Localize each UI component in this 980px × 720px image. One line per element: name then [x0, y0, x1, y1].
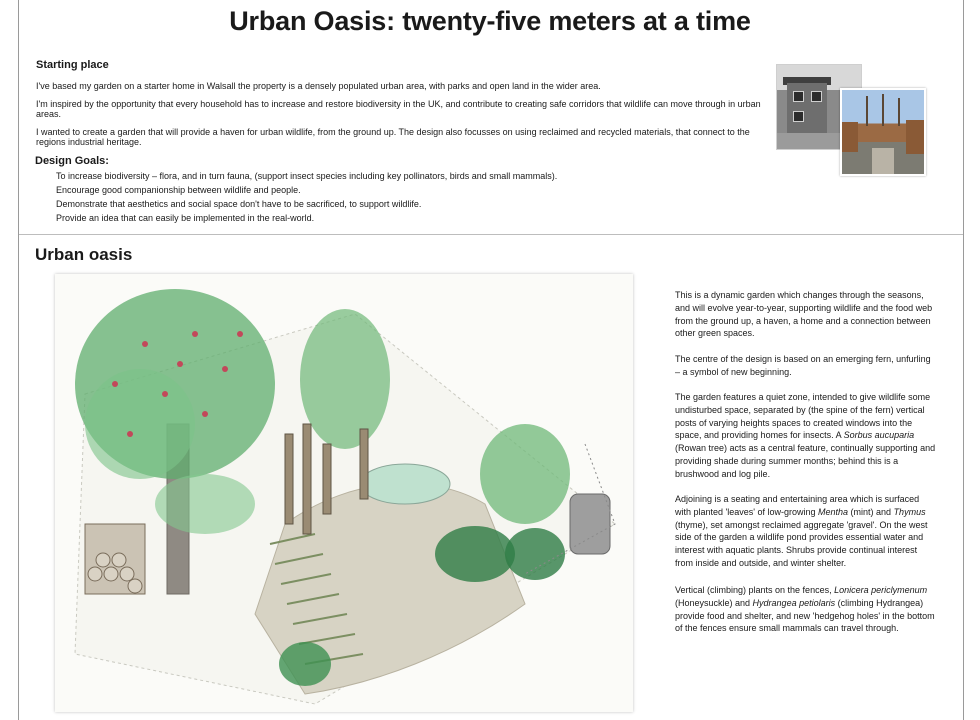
description-paragraph-3 [675, 391, 937, 481]
shrub [480, 424, 570, 524]
page-border-right [963, 0, 964, 720]
page-border-left [18, 0, 19, 720]
bare-tree [866, 96, 868, 126]
urban-oasis-heading: Urban oasis [35, 245, 133, 264]
starting-place-heading: Starting place [36, 59, 109, 71]
latin-name: Thymus [893, 506, 926, 517]
garden-illustration [55, 274, 633, 712]
house-window [793, 111, 804, 122]
bare-tree [882, 94, 884, 126]
log-pile [85, 524, 145, 594]
wildlife-pond [360, 464, 450, 504]
shrub [505, 528, 565, 580]
description-paragraph-2: The centre of the design is based on an emerging fern, unfurling – a symbol of new beginning. [675, 354, 931, 377]
shrub [435, 526, 515, 582]
seat-boulder [570, 494, 610, 554]
design-goals-heading: Design Goals: [35, 155, 109, 167]
description-paragraph-1: This is a dynamic garden which changes through the seasons, and will evolve year-to-year, supporting wildlife and the food web from the ground up, a haven, a home and a connection between other green spaces. [675, 290, 933, 339]
shrub [279, 642, 331, 686]
bare-tree [898, 98, 900, 126]
design-goal-item: Encourage good companionship between wildlife and people. [56, 185, 301, 195]
text-run: Vertical (climbing) plants on the fences, [675, 585, 835, 595]
starting-place-paragraph-1: I've based my garden on a starter home in Walsall the property is a densely populated urban area, with parks and open land in the wider area. [36, 81, 601, 91]
garden-sketch [55, 274, 633, 712]
starting-place-paragraph-2: I'm inspired by the opportunity that every household has to increase and restore biodiversity in the UK, and contribute to creating safe corridors that wildlife can move through in urban areas. [36, 99, 761, 119]
house-window [793, 91, 804, 102]
text-run: (thyme), set amongst reclaimed aggregate 'gravel'. On the west side of the garden a wildlife pond provides essential water and interest with aquatic plants. Shrubs provide continual interest from inside and outside, and winter shelter. [675, 519, 928, 568]
text-run: (Honeysuckle) and [675, 597, 753, 608]
description-paragraph-5 [675, 584, 937, 635]
description-paragraph-4 [675, 493, 937, 570]
design-goal-item: Demonstrate that aesthetics and social space don't have to be sacrificed, to support wildlife. [56, 199, 422, 209]
shrub [300, 309, 390, 449]
rowan-canopy [85, 369, 195, 479]
design-goal-item: Provide an idea that can easily be implemented in the real-world. [56, 213, 315, 223]
text-run: Adjoining is a seating and entertaining area which is surfaced with planted 'leaves' of low-growing [675, 494, 920, 517]
garden-before-photo [840, 88, 926, 176]
fence-left [842, 122, 858, 152]
page-title: Urban Oasis: twenty-five meters at a time [229, 6, 751, 36]
text-run: (climbing Hydrangea) provide food and shelter, and new 'hedgehog holes' in the bottom of the fences ensure small mammals can travel through. [675, 597, 935, 634]
house-window [811, 91, 822, 102]
latin-name: Lonicera periclymenum [834, 585, 928, 595]
design-goal-item: To increase biodiversity – flora, and in turn fauna, (support insect species including key pollinators, birds and small mammals). [56, 171, 558, 181]
starting-place-paragraph-3: I wanted to create a garden that will provide a haven for urban wildlife, from the ground up. The design also focusses on using reclaimed and recycled materials, that connect to the regions industrial heritage. [36, 127, 750, 147]
garden-path [872, 148, 894, 174]
text-run: (Rowan tree) acts as a central feature, continually supporting and providing shade during summer months; behind this is a brushwood and log pile. [675, 443, 936, 479]
text-run: (mint) and [848, 506, 894, 517]
text-run: The garden features a quiet zone, intended to give wildlife some undisturbed space, separated by (the spine of the fern) vertical posts of varying heights spaces to created windows into the space, and providing homes for insects. A [675, 392, 931, 441]
fence-right [906, 120, 924, 154]
section-divider [19, 234, 963, 235]
latin-name: Mentha [818, 506, 849, 517]
latin-name: Sorbus aucuparia [843, 430, 915, 441]
latin-name: Hydrangea petiolaris [752, 597, 836, 608]
shrub [155, 474, 255, 534]
